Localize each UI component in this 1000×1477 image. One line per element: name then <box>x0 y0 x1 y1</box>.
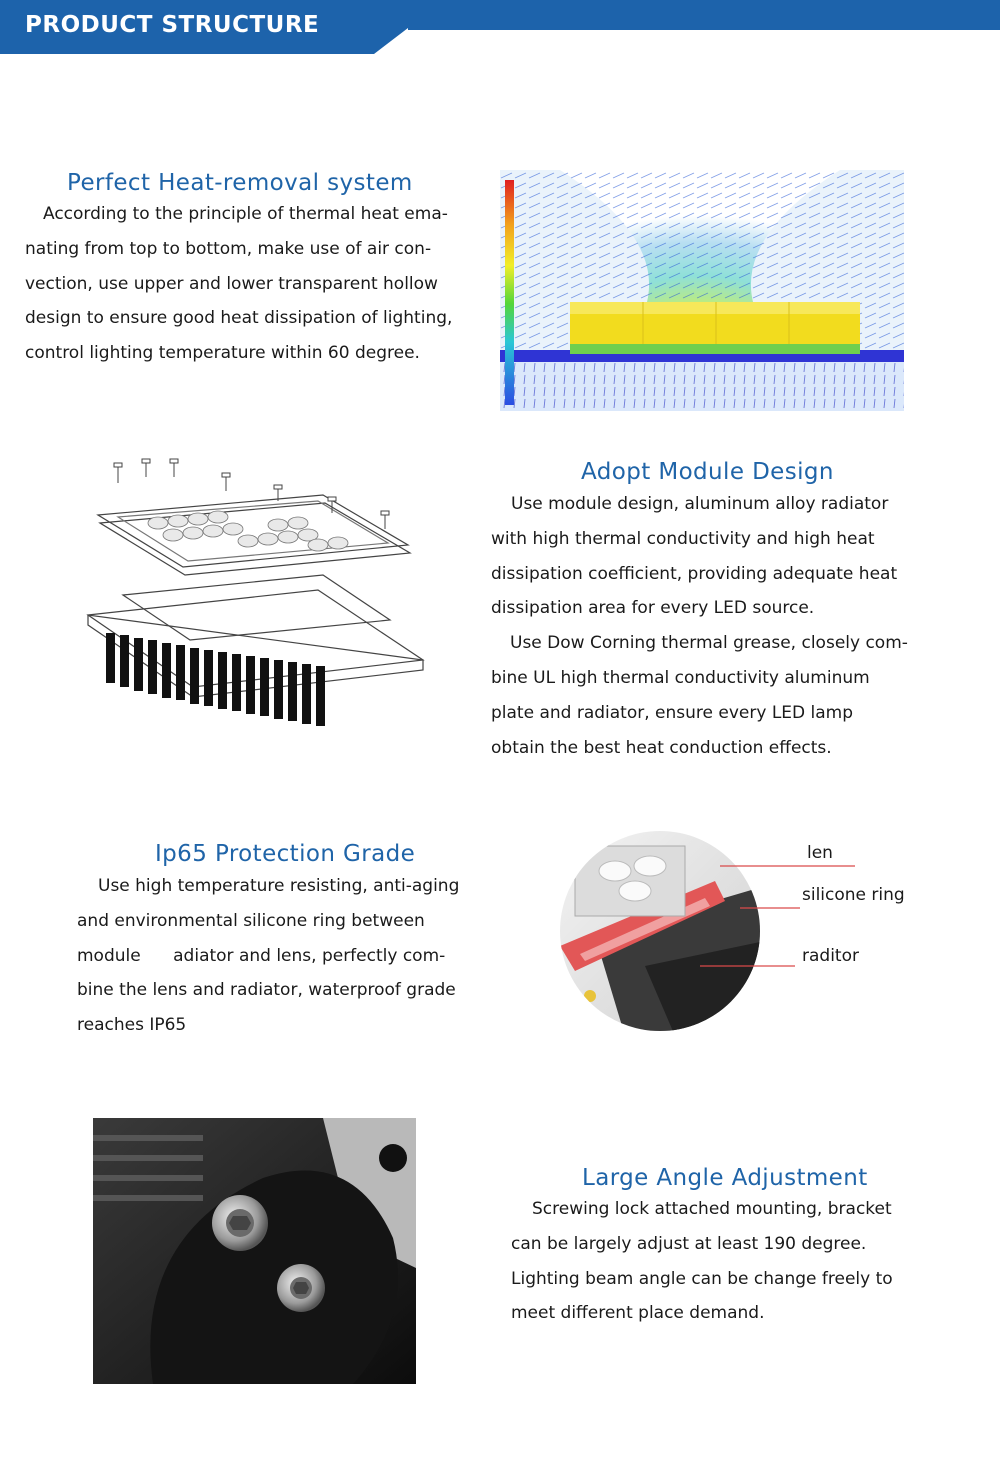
text-line: design to ensure good heat dissipation of lighting, <box>25 308 453 329</box>
text-line: reaches IP65 <box>77 1015 187 1036</box>
text-line: dissipation coefficient, providing adequate heat <box>491 563 898 584</box>
text-line: Use Dow Corning thermal grease, closely com- <box>510 633 908 654</box>
text-line: nating from top to bottom, make use of air con- <box>25 238 432 259</box>
callout-silicone-ring: silicone ring <box>802 885 905 905</box>
module-exploded-drawing <box>78 455 428 745</box>
text-line: obtain the best heat conduction effects. <box>491 737 832 758</box>
section-title-heat-removal: Perfect Heat-removal system <box>67 170 413 196</box>
ip65-detail-image <box>555 826 915 1036</box>
callout-len: len <box>807 843 833 863</box>
text-line: meet different place demand. <box>511 1303 765 1324</box>
text-line: with high thermal conductivity and high heat <box>491 528 875 549</box>
text-line: plate and radiator, ensure every LED lamp <box>491 702 854 723</box>
heat-removal-text <box>25 197 452 371</box>
section-title-module-design: Adopt Module Design <box>581 459 834 485</box>
text-line: bine UL high thermal conductivity aluminum <box>491 667 870 688</box>
section-title-angle-adjustment: Large Angle Adjustment <box>582 1165 868 1191</box>
text-line: Lighting beam angle can be change freely to <box>511 1268 893 1289</box>
text-line: module adiator and lens, perfectly com- <box>77 945 446 966</box>
ip65-text <box>77 869 459 1043</box>
angle-adjustment-text <box>511 1192 893 1331</box>
text-line: Screwing lock attached mounting, bracket <box>532 1199 892 1219</box>
bracket-photo <box>93 1118 416 1384</box>
module-design-text <box>491 487 908 765</box>
text-line: dissipation area for every LED source. <box>491 598 815 619</box>
thermal-simulation-image <box>500 170 904 411</box>
header-title: PRODUCT STRUCTURE <box>25 12 320 38</box>
header-banner <box>0 0 1000 56</box>
text-line: and environmental silicone ring between <box>77 910 425 931</box>
text-line: bine the lens and radiator, waterproof grade <box>77 980 456 1001</box>
text-line: vection, use upper and lower transparent hollow <box>25 273 438 294</box>
text-line: can be largely adjust at least 190 degree. <box>511 1233 867 1254</box>
section-title-ip65: Ip65 Protection Grade <box>155 841 416 867</box>
text-line: Use high temperature resisting, anti-aging <box>98 876 460 896</box>
text-line: Use module design, aluminum alloy radiator <box>511 494 889 514</box>
text-line: control lighting temperature within 60 degree. <box>25 343 420 364</box>
text-line: According to the principle of thermal heat ema- <box>43 204 448 224</box>
callout-radiator: raditor <box>802 946 859 966</box>
